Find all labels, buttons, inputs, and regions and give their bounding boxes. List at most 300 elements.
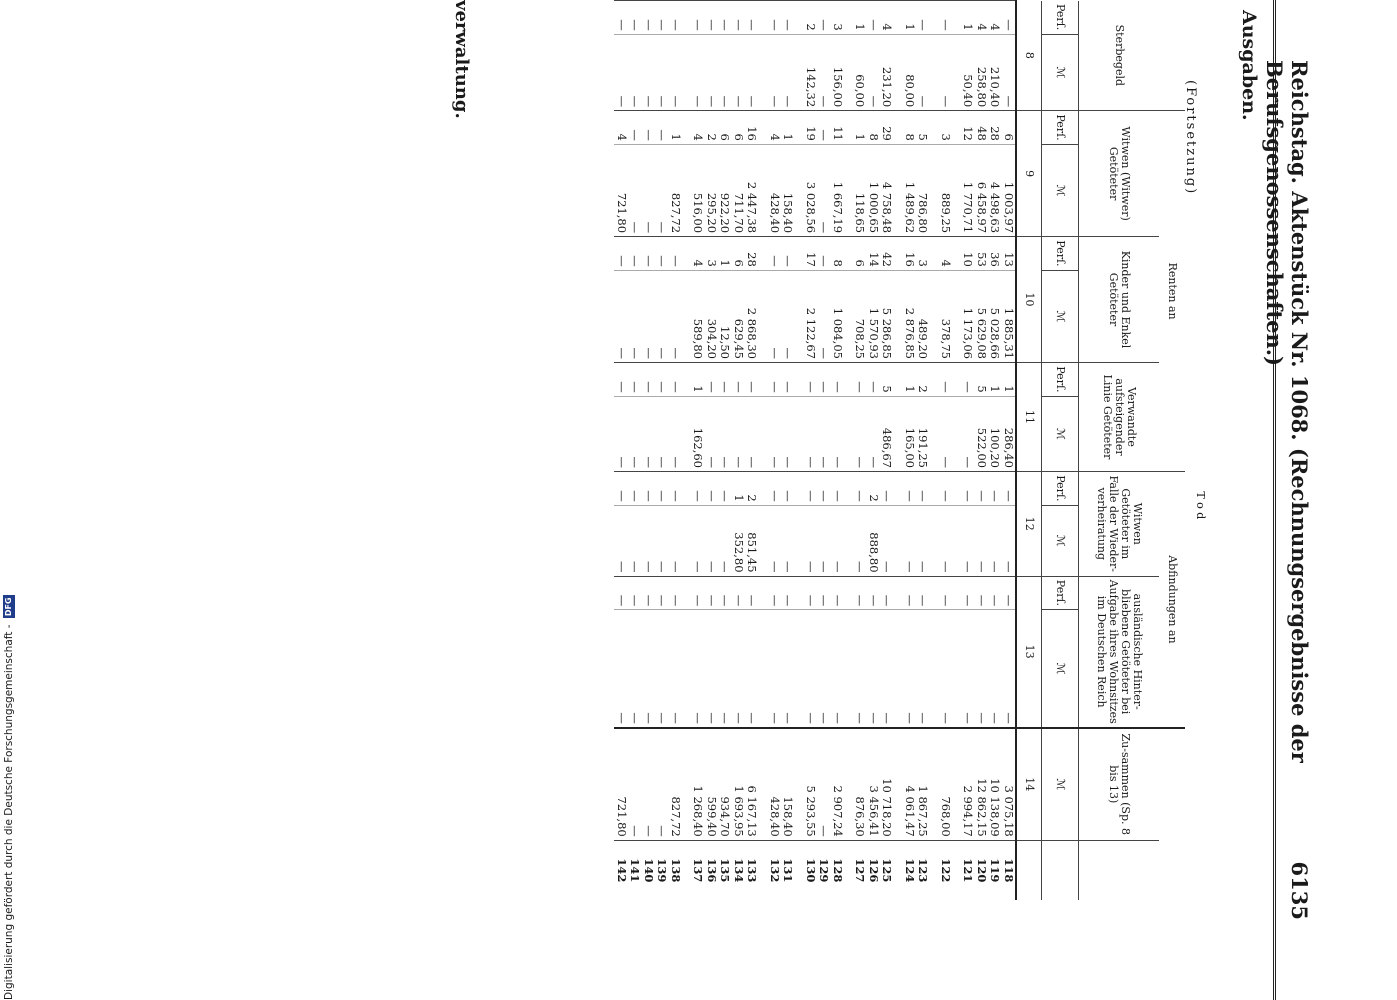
- row-number-cell: 124: [903, 840, 917, 900]
- table-cell: —: [817, 34, 831, 110]
- table-cell: —: [615, 362, 629, 396]
- table-cell: 721,80: [615, 144, 629, 236]
- table-row: [961, 1, 975, 901]
- table-cell: 5 286,85: [880, 270, 894, 362]
- page-header: [1262, 0, 1320, 1000]
- row-number-cell: 137: [691, 840, 705, 900]
- table-cell: —: [691, 1, 705, 35]
- table-cell: 10 138,09: [988, 728, 1002, 840]
- table-cell: —: [939, 472, 953, 506]
- header-tod: T o d: [1194, 491, 1207, 520]
- table-cell: 1: [853, 111, 867, 145]
- table-cell: —: [903, 505, 917, 576]
- table-cell: —: [867, 396, 881, 471]
- table-cell: —: [880, 472, 894, 506]
- row-number-cell: 125: [880, 840, 894, 900]
- table-cell: 1: [853, 1, 867, 35]
- table-cell: —: [768, 362, 782, 396]
- table-cell: —: [781, 505, 795, 576]
- table-cell: —: [781, 237, 795, 271]
- table-cell: —: [732, 34, 746, 110]
- table-row: [939, 1, 953, 901]
- table-cell: 158,40: [781, 728, 795, 840]
- table-cell: —: [903, 576, 917, 610]
- table-cell: —: [745, 362, 759, 396]
- table-cell: —: [669, 576, 683, 610]
- row-number-cell: 142: [615, 840, 629, 900]
- table-cell: —: [1002, 34, 1017, 110]
- table-row: [628, 1, 642, 901]
- table-body: [615, 1, 1017, 901]
- table-cell: —: [628, 1, 642, 35]
- sidebar-credit: [0, 597, 18, 1000]
- table-cell: —: [939, 34, 953, 110]
- table-cell: 2 876,85: [903, 270, 917, 362]
- table-cell: 1: [961, 1, 975, 35]
- table-cell: 6: [1002, 111, 1017, 145]
- header-zusammen: Zu-sammen (Sp. 8 bis 13): [1079, 728, 1160, 840]
- table-cell: —: [718, 396, 732, 471]
- table-cell: 14: [867, 237, 881, 271]
- table-cell: —: [903, 472, 917, 506]
- table-cell: 3 075,18: [1002, 728, 1017, 840]
- table-cell: —: [642, 576, 656, 610]
- header-wiederverheiratung: Witwen Getöteter im Falle der Wieder-verheiratung: [1079, 472, 1160, 577]
- table-cell: 711,70: [732, 144, 746, 236]
- table-cell: —: [732, 576, 746, 610]
- table-cell: —: [615, 505, 629, 576]
- table-cell: 1 570,93: [867, 270, 881, 362]
- table-cell: —: [939, 362, 953, 396]
- header-mark: ℳ: [1042, 610, 1079, 728]
- table-cell: 5 293,55: [804, 728, 818, 840]
- table-row: [669, 1, 683, 901]
- table-cell: 4: [691, 111, 705, 145]
- table-cell: —: [655, 728, 669, 840]
- column-number: 12: [1016, 472, 1042, 577]
- table-cell: —: [1002, 610, 1017, 728]
- table-cell: 10 718,20: [880, 728, 894, 840]
- table-cell: 486,67: [880, 396, 894, 471]
- table-cell: 29: [880, 111, 894, 145]
- table-cell: —: [718, 505, 732, 576]
- row-spacer: [844, 1, 853, 901]
- table-cell: 589,80: [691, 270, 705, 362]
- header-mark: ℳ: [1042, 144, 1079, 236]
- table-cell: 2 907,24: [831, 728, 845, 840]
- table-cell: —: [655, 237, 669, 271]
- table-row: [1002, 1, 1017, 901]
- row-number-cell: 135: [718, 840, 732, 900]
- table-cell: —: [975, 472, 989, 506]
- table-cell: 1 867,25: [916, 728, 930, 840]
- table-cell: 50,40: [961, 34, 975, 110]
- table-cell: 708,25: [853, 270, 867, 362]
- table-cell: —: [916, 34, 930, 110]
- table-cell: —: [745, 396, 759, 471]
- table-cell: 258,80: [975, 34, 989, 110]
- table-cell: —: [655, 610, 669, 728]
- table-cell: —: [988, 505, 1002, 576]
- table-cell: 934,70: [718, 728, 732, 840]
- table-cell: 80,00: [903, 34, 917, 110]
- table-cell: —: [642, 472, 656, 506]
- table-cell: —: [831, 576, 845, 610]
- table-cell: —: [961, 505, 975, 576]
- table-cell: 4: [975, 1, 989, 35]
- table-cell: 3: [916, 237, 930, 271]
- table-cell: —: [642, 144, 656, 236]
- header-verwandte: Verwandte aufsteigender Linie Getöteter: [1079, 362, 1160, 471]
- table-cell: —: [628, 362, 642, 396]
- table-cell: —: [768, 472, 782, 506]
- table-cell: —: [768, 237, 782, 271]
- table-cell: —: [817, 396, 831, 471]
- table-cell: —: [880, 505, 894, 576]
- table-cell: —: [732, 396, 746, 471]
- table-cell: —: [880, 610, 894, 728]
- table-cell: 522,00: [975, 396, 989, 471]
- table-cell: —: [781, 472, 795, 506]
- table-cell: —: [867, 610, 881, 728]
- table-cell: 2: [916, 362, 930, 396]
- table-cell: —: [916, 610, 930, 728]
- table-cell: —: [804, 472, 818, 506]
- table-cell: —: [705, 576, 719, 610]
- table-cell: —: [655, 505, 669, 576]
- table-cell: 286,40: [1002, 396, 1017, 471]
- table-cell: —: [768, 34, 782, 110]
- page-number: 6135: [1287, 861, 1312, 920]
- table-cell: —: [718, 1, 732, 35]
- section-subtitle: (Fortsetzung): [1183, 80, 1198, 196]
- table-cell: —: [817, 111, 831, 145]
- table-row: [642, 1, 656, 901]
- row-number-cell: 130: [804, 840, 818, 900]
- row-number-cell: 129: [817, 840, 831, 900]
- table-cell: 6: [732, 111, 746, 145]
- table-cell: —: [691, 505, 705, 576]
- table-cell: 4: [768, 111, 782, 145]
- table-cell: —: [642, 270, 656, 362]
- table-cell: —: [705, 396, 719, 471]
- row-spacer: [930, 1, 939, 901]
- table-cell: —: [628, 111, 642, 145]
- table-cell: 5 028,66: [988, 270, 1002, 362]
- table-cell: 231,20: [880, 34, 894, 110]
- table-cell: 42: [880, 237, 894, 271]
- table-row: [781, 1, 795, 901]
- table-cell: 352,80: [732, 505, 746, 576]
- table-cell: —: [615, 610, 629, 728]
- table-row: [691, 1, 705, 901]
- table-cell: 1 084,05: [831, 270, 845, 362]
- table-cell: —: [642, 34, 656, 110]
- table-row: [880, 1, 894, 901]
- header-mark: ℳ: [1042, 270, 1079, 362]
- header-sterbegeld: Sterbegeld: [1113, 24, 1126, 87]
- header-mark: ℳ: [1042, 505, 1079, 576]
- table-cell: —: [745, 576, 759, 610]
- header-mark: ℳ: [1042, 34, 1079, 110]
- table-cell: —: [853, 472, 867, 506]
- table-row: [655, 1, 669, 901]
- header-abfindungen: Abfindungen an: [1159, 472, 1185, 728]
- credit-text: Digitalisierung gefördert durch die Deutsche Forschungsgemeinschaft -: [3, 624, 15, 1000]
- table-cell: —: [831, 472, 845, 506]
- table-cell: 1: [903, 362, 917, 396]
- table-row: [705, 1, 719, 901]
- table-cell: 3: [831, 1, 845, 35]
- table-cell: 1 268,40: [691, 728, 705, 840]
- table-row: [615, 1, 629, 901]
- table-cell: —: [817, 362, 831, 396]
- table-cell: 12 862,15: [975, 728, 989, 840]
- section-title: Ausgaben.: [1238, 10, 1260, 121]
- table-cell: 4 498,63: [988, 144, 1002, 236]
- table-cell: —: [669, 34, 683, 110]
- table-cell: —: [804, 396, 818, 471]
- table-cell: 1: [903, 1, 917, 35]
- table-cell: 6: [853, 237, 867, 271]
- table-cell: 5: [975, 362, 989, 396]
- table-row: [903, 1, 917, 901]
- table-cell: 922,20: [718, 144, 732, 236]
- row-number-cell: 133: [745, 840, 759, 900]
- table-cell: —: [939, 576, 953, 610]
- column-number: 8: [1016, 1, 1042, 111]
- table-cell: —: [705, 1, 719, 35]
- table-cell: —: [867, 362, 881, 396]
- table-cell: 2 122,67: [804, 270, 818, 362]
- table-cell: 3 456,41: [867, 728, 881, 840]
- table-cell: —: [669, 237, 683, 271]
- dfg-logo: DFG: [4, 597, 13, 617]
- column-number: 9: [1016, 111, 1042, 237]
- table-row: [975, 1, 989, 901]
- column-number: 14: [1016, 728, 1042, 840]
- table-cell: 1: [988, 362, 1002, 396]
- table-cell: 4: [615, 111, 629, 145]
- table-cell: —: [768, 1, 782, 35]
- row-number-cell: 126: [867, 840, 881, 900]
- table-cell: —: [745, 610, 759, 728]
- table-cell: —: [655, 270, 669, 362]
- table-cell: —: [669, 610, 683, 728]
- header-witwen: Witwen (Witwer) Getöteter: [1079, 111, 1160, 237]
- table-cell: 142,32: [804, 34, 818, 110]
- table-cell: 4: [939, 237, 953, 271]
- table-cell: 12,50: [718, 270, 732, 362]
- table-cell: 876,30: [853, 728, 867, 840]
- table-cell: —: [817, 237, 831, 271]
- table-cell: 12: [961, 111, 975, 145]
- table-cell: 28: [745, 237, 759, 271]
- row-number-cell: 134: [732, 840, 746, 900]
- table-cell: —: [939, 610, 953, 728]
- table-cell: —: [916, 576, 930, 610]
- table-cell: —: [1002, 472, 1017, 506]
- table-cell: 53: [975, 237, 989, 271]
- table-cell: 36: [988, 237, 1002, 271]
- page-title: Reichstag. Aktenstück Nr. 1068. (Rechnungsergebnisse der Berufsgenossenschaften.): [1262, 60, 1312, 763]
- table-cell: 6: [732, 237, 746, 271]
- header-pers: Perſ.: [1042, 576, 1079, 610]
- table-cell: —: [718, 362, 732, 396]
- row-number-cell: 119: [988, 840, 1002, 900]
- row-number-cell: 136: [705, 840, 719, 900]
- table-cell: 516,00: [691, 144, 705, 236]
- table-cell: 489,20: [916, 270, 930, 362]
- table-cell: 3: [705, 237, 719, 271]
- table-cell: —: [903, 610, 917, 728]
- table-cell: —: [628, 576, 642, 610]
- table-cell: —: [615, 576, 629, 610]
- table-cell: 5: [880, 362, 894, 396]
- table-cell: 5: [916, 111, 930, 145]
- table-cell: —: [817, 728, 831, 840]
- table-cell: 4: [988, 1, 1002, 35]
- table-cell: —: [655, 34, 669, 110]
- table-cell: —: [705, 505, 719, 576]
- table-cell: 8: [831, 237, 845, 271]
- table-cell: —: [804, 362, 818, 396]
- table-cell: 889,25: [939, 144, 953, 236]
- table-cell: —: [615, 237, 629, 271]
- table-cell: —: [817, 270, 831, 362]
- header-pers: Perſ.: [1042, 111, 1079, 145]
- table-cell: —: [804, 576, 818, 610]
- table-cell: —: [615, 1, 629, 35]
- table-cell: —: [691, 472, 705, 506]
- table-cell: 2 868,30: [745, 270, 759, 362]
- table-cell: —: [669, 362, 683, 396]
- table-cell: —: [655, 1, 669, 35]
- header-pers: Perſ.: [1042, 472, 1079, 506]
- table-cell: —: [916, 505, 930, 576]
- table-cell: —: [916, 1, 930, 35]
- table-cell: —: [853, 576, 867, 610]
- table-cell: —: [768, 576, 782, 610]
- table-cell: —: [718, 472, 732, 506]
- table-cell: 19: [804, 111, 818, 145]
- table-cell: —: [642, 505, 656, 576]
- table-cell: 6: [718, 111, 732, 145]
- table-cell: —: [669, 472, 683, 506]
- table-cell: 191,25: [916, 396, 930, 471]
- table-cell: —: [615, 34, 629, 110]
- table-cell: 768,00: [939, 728, 953, 840]
- table-cell: —: [781, 270, 795, 362]
- table-cell: 1: [732, 472, 746, 506]
- table-cell: —: [975, 505, 989, 576]
- table-cell: —: [804, 610, 818, 728]
- row-number-cell: 140: [642, 840, 656, 900]
- table-cell: —: [655, 111, 669, 145]
- table-cell: 8: [867, 111, 881, 145]
- table-cell: —: [718, 610, 732, 728]
- table-cell: —: [961, 576, 975, 610]
- table-cell: 1 173,06: [961, 270, 975, 362]
- table-cell: —: [669, 505, 683, 576]
- table-row: [988, 1, 1002, 901]
- table-cell: 1 885,31: [1002, 270, 1017, 362]
- header-auslaendische: ausländische Hinter-bliebene Getöteter bei Aufgabe ihres Wohnsitzes im Deutschen Reich: [1079, 576, 1160, 728]
- bottom-title: verwaltung.: [451, 0, 472, 119]
- table-cell: —: [745, 1, 759, 35]
- table-cell: —: [781, 576, 795, 610]
- table-cell: 6 458,97: [975, 144, 989, 236]
- table-cell: 428,40: [768, 728, 782, 840]
- table-cell: 4 061,47: [903, 728, 917, 840]
- table-cell: —: [745, 34, 759, 110]
- table-cell: —: [655, 576, 669, 610]
- table-cell: —: [804, 505, 818, 576]
- table-cell: —: [880, 576, 894, 610]
- table-cell: —: [831, 505, 845, 576]
- table-cell: 16: [903, 237, 917, 271]
- table-cell: —: [853, 362, 867, 396]
- table-cell: —: [768, 505, 782, 576]
- table-cell: —: [939, 1, 953, 35]
- row-spacer: [682, 1, 691, 901]
- table-cell: —: [642, 237, 656, 271]
- table-cell: —: [642, 396, 656, 471]
- row-spacer: [952, 1, 961, 901]
- table-cell: —: [916, 472, 930, 506]
- table-cell: —: [718, 34, 732, 110]
- row-spacer: [795, 1, 804, 901]
- table-cell: —: [705, 472, 719, 506]
- header-mark: ℳ: [1042, 396, 1079, 471]
- table-cell: —: [732, 1, 746, 35]
- table-cell: —: [988, 610, 1002, 728]
- table-cell: 5 629,08: [975, 270, 989, 362]
- table-cell: 2: [804, 1, 818, 35]
- table-cell: —: [975, 610, 989, 728]
- header-pers: Perſ.: [1042, 1, 1079, 35]
- row-number-cell: 123: [916, 840, 930, 900]
- table-row: [853, 1, 867, 901]
- table-cell: 888,80: [867, 505, 881, 576]
- table-cell: 3: [939, 111, 953, 145]
- table-row: [718, 1, 732, 901]
- row-number-cell: 138: [669, 840, 683, 900]
- table-cell: —: [961, 396, 975, 471]
- row-number-cell: 120: [975, 840, 989, 900]
- table-cell: —: [669, 1, 683, 35]
- table-cell: 3 028,56: [804, 144, 818, 236]
- table-cell: 721,80: [615, 728, 629, 840]
- table-cell: —: [732, 610, 746, 728]
- table-cell: —: [817, 144, 831, 236]
- table-cell: 1: [691, 362, 705, 396]
- table-cell: —: [718, 576, 732, 610]
- table-cell: —: [961, 362, 975, 396]
- table-cell: —: [939, 396, 953, 471]
- table-cell: 28: [988, 111, 1002, 145]
- row-number-cell: 127: [853, 840, 867, 900]
- table-cell: —: [867, 1, 881, 35]
- table-cell: 48: [975, 111, 989, 145]
- table-cell: —: [655, 144, 669, 236]
- row-number-cell: 118: [1002, 840, 1017, 900]
- table-cell: —: [975, 576, 989, 610]
- table-cell: 2: [705, 111, 719, 145]
- table-cell: —: [988, 576, 1002, 610]
- table-cell: —: [817, 472, 831, 506]
- table-cell: 599,40: [705, 728, 719, 840]
